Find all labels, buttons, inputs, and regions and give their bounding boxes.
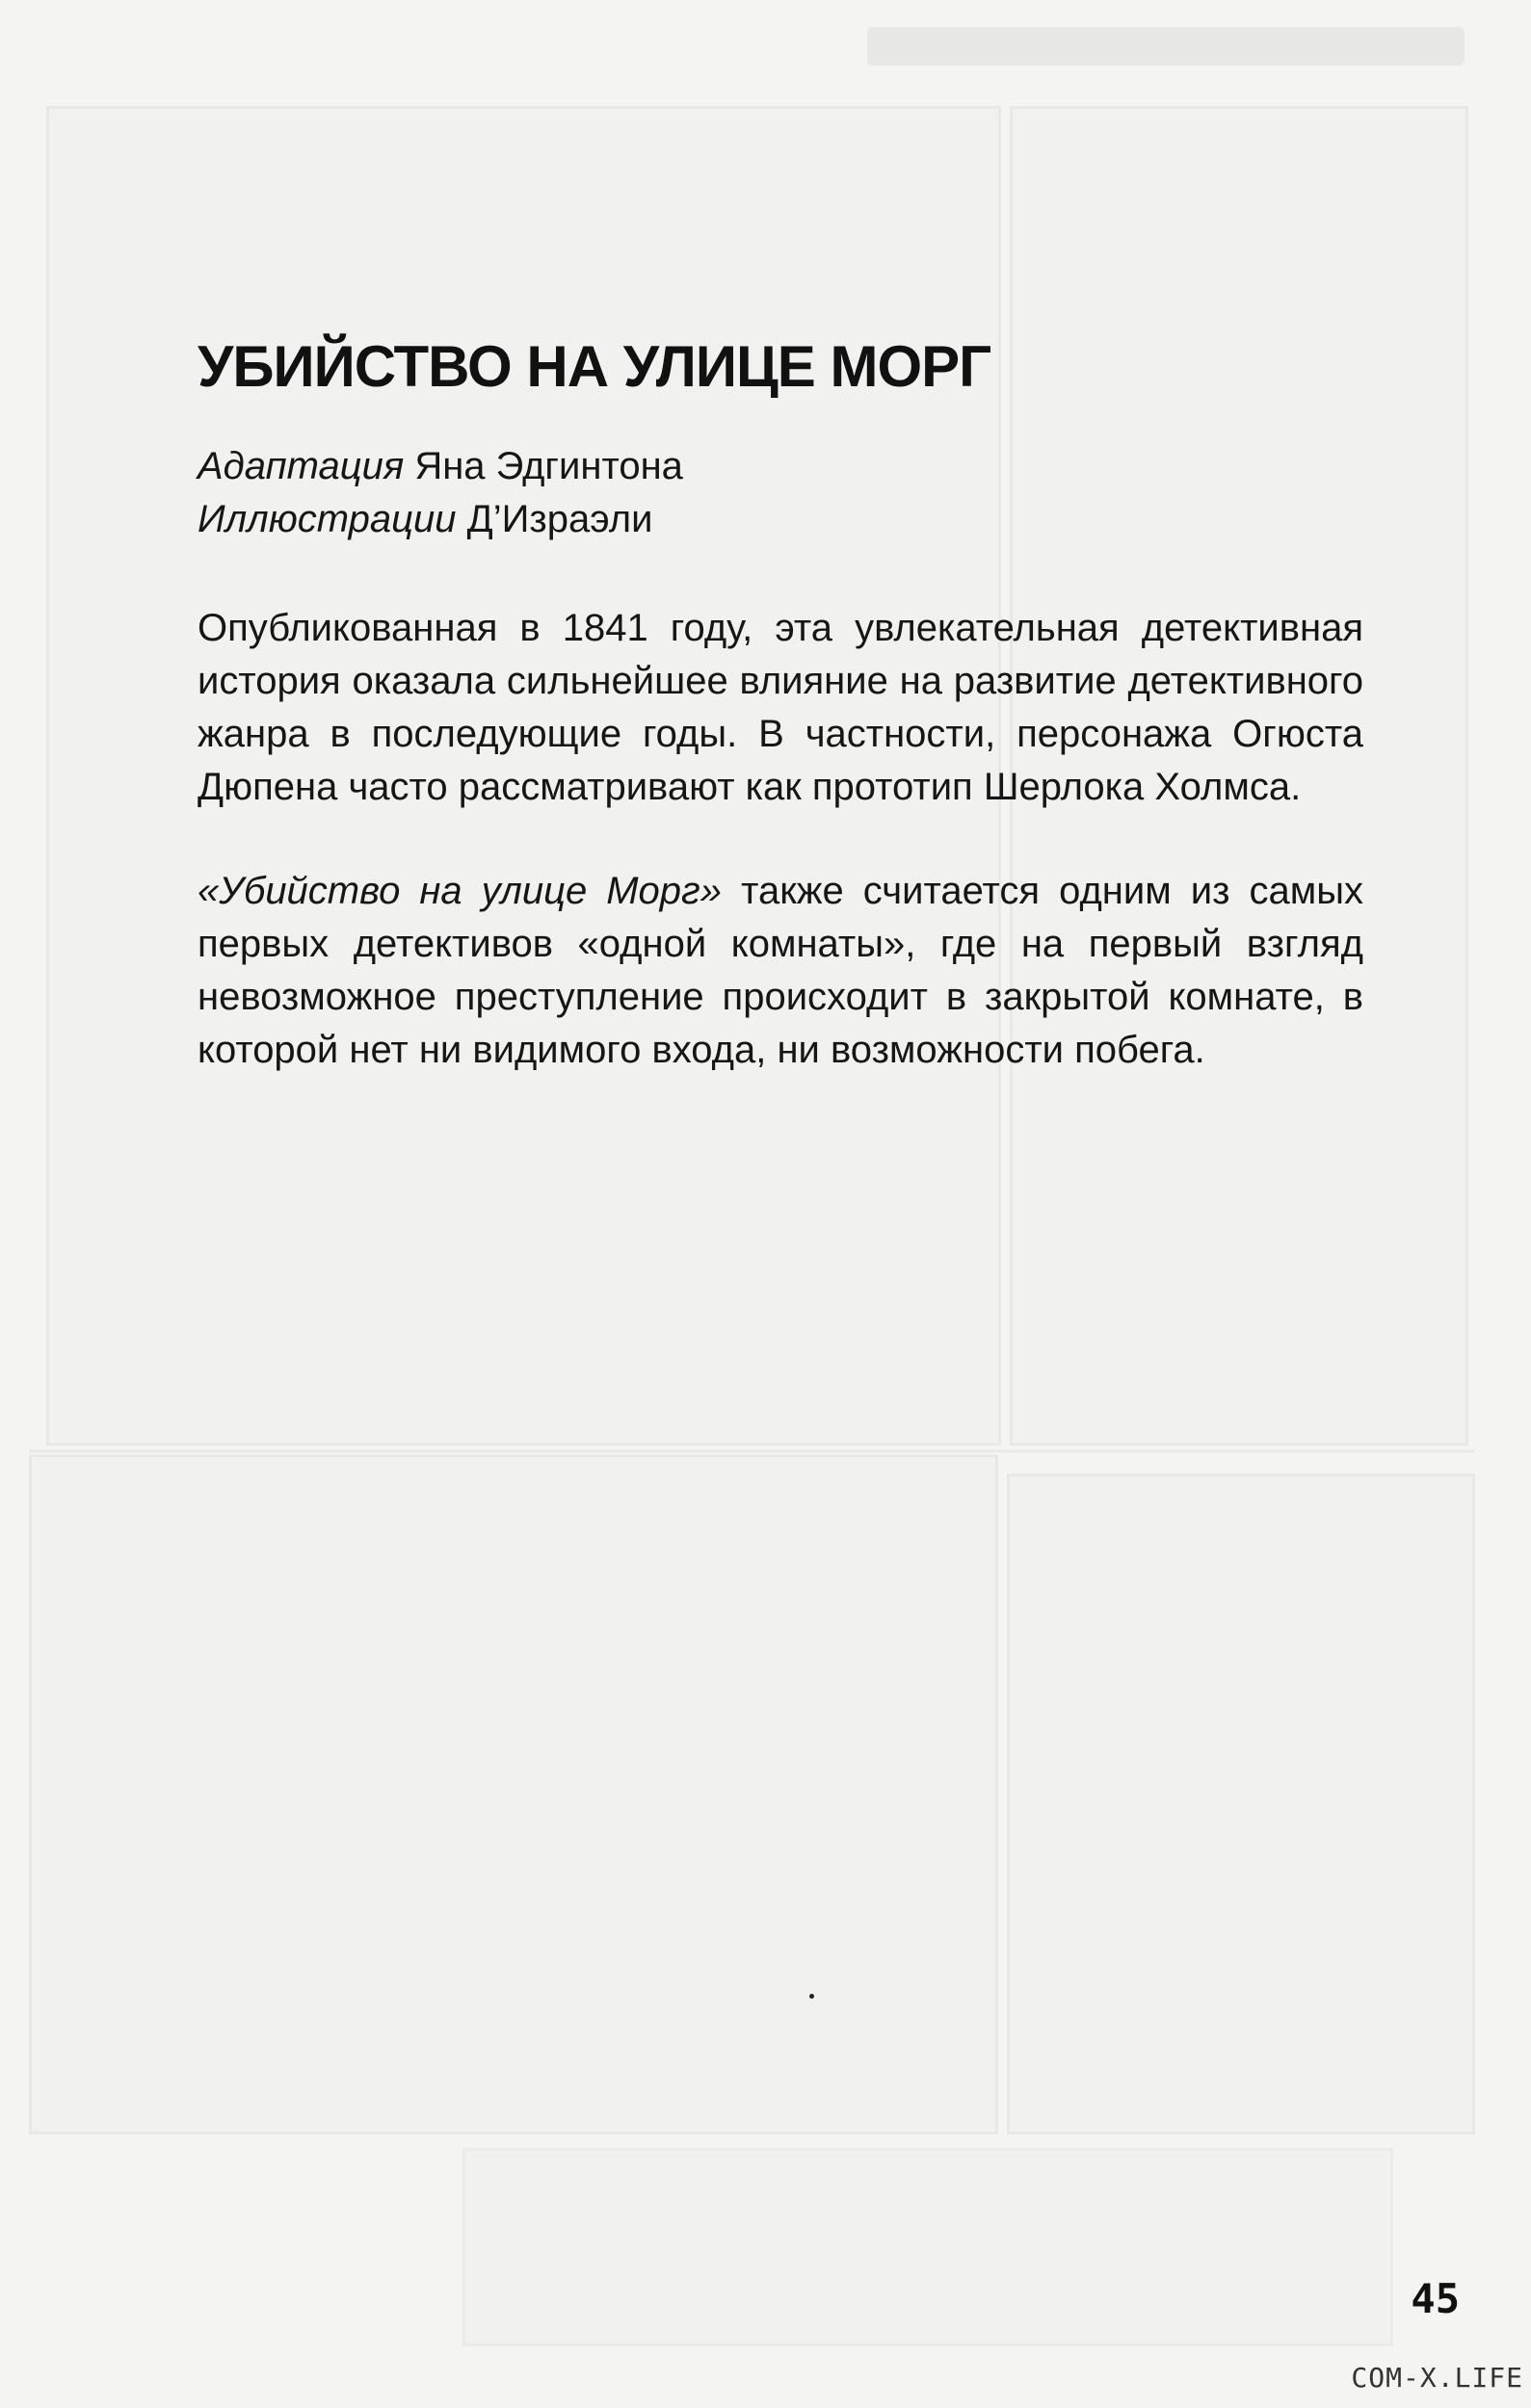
watermark: COM-X.LIFE — [1351, 2362, 1523, 2394]
bleed-through-panel — [29, 1454, 998, 2134]
credit-illustrations — [198, 493, 1363, 546]
bleed-through-panel — [1007, 1474, 1475, 2134]
credit-person: Яна Эдгинтона — [414, 445, 683, 487]
credit-person: Д’Израэли — [466, 498, 653, 540]
work-title: «Убийство на улице Морг» — [198, 870, 723, 912]
paragraph-text: также считается одним из самых первых детективов «одной комнаты», где на первый взгляд невозможное преступление происходит в закрытой комнате, в которой нет ни видимого входа, ни возможности побега. — [198, 870, 1363, 1071]
page-number: 45 — [1411, 2275, 1460, 2322]
bleed-through-divider — [29, 1450, 1474, 1453]
paper-speck — [809, 1994, 814, 1999]
page-title: УБИЙСТВО НА УЛИЦЕ МОРГ — [198, 334, 991, 399]
credit-role: Адаптация — [198, 445, 405, 487]
credit-adaptation — [198, 440, 1363, 493]
bleed-through-heading — [867, 27, 1465, 65]
article — [198, 332, 1363, 1128]
intro-paragraph: Опубликованная в 1841 году, эта увлекательная детективная история оказала сильнейшее влияние на развитие детективного жанра в последующие годы. В частности, персонажа Огюста Дюпена часто рассматривают как прототип Шерлока Холмса. — [198, 607, 1363, 808]
credits — [198, 440, 1363, 546]
locked-room-paragraph — [198, 865, 1363, 1077]
credit-role: Иллюстрации — [198, 498, 457, 540]
bleed-through-panel — [462, 2148, 1393, 2346]
